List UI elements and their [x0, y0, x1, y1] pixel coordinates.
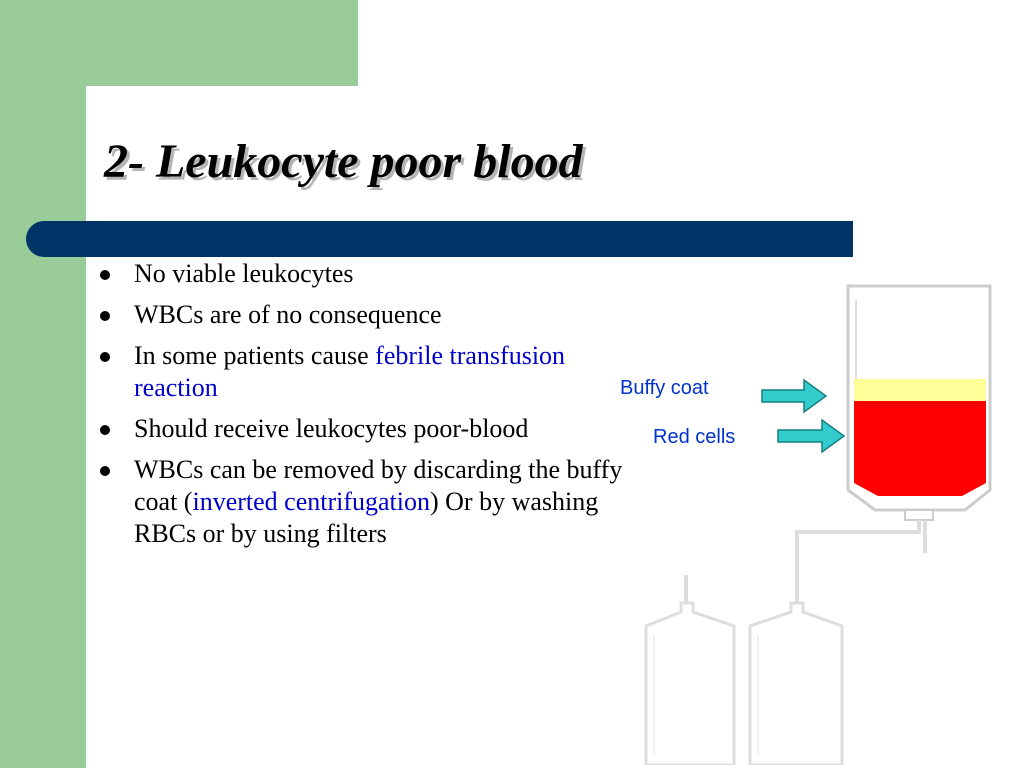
red-cells-arrow-icon — [778, 420, 844, 452]
blood-bag-icon — [848, 286, 990, 520]
bullet-dot-icon — [100, 270, 110, 280]
red-cells-label: Red cells — [653, 426, 736, 448]
bullet-dot-icon — [100, 352, 110, 362]
bullet-text: Should receive leukocytes poor-blood — [134, 414, 529, 443]
buffy-coat-label: Buffy coat — [620, 377, 709, 399]
bullet-item — [96, 340, 626, 404]
green-header-decoration — [0, 0, 358, 86]
satellite-bag-icon — [646, 603, 734, 765]
tubing — [797, 520, 919, 605]
bullet-item — [96, 413, 626, 445]
bullet-item — [96, 454, 626, 550]
bullet-text: WBCs can be removed by discarding the buffy coat ( — [134, 455, 623, 516]
bullet-text: In some patients cause — [134, 341, 376, 370]
satellite-bag-icon — [750, 603, 842, 765]
bullet-item — [96, 299, 626, 331]
bullet-text: ) Or by washing RBCs or by using filters — [134, 487, 599, 548]
bullet-dot-icon — [100, 466, 110, 476]
red-cells-layer — [854, 401, 986, 496]
bullet-text: No viable leukocytes — [134, 259, 354, 288]
buffy-coat-arrow-icon — [762, 380, 826, 412]
bullet-item — [96, 258, 626, 290]
bullet-dot-icon — [100, 311, 110, 321]
title-underline-bar — [26, 221, 853, 257]
green-sidebar-decoration — [0, 0, 86, 768]
bullet-list — [96, 258, 626, 559]
buffy-coat-layer — [854, 379, 986, 401]
bullet-dot-icon — [100, 425, 110, 435]
bullet-text: WBCs are of no consequence — [134, 300, 442, 329]
bullet-highlight-text: inverted centrifugation — [192, 487, 430, 516]
slide-title: 2- Leukocyte poor blood — [104, 135, 583, 188]
blood-bag-figure — [640, 270, 1010, 765]
bullet-highlight-text: febrile transfusion reaction — [134, 341, 566, 402]
